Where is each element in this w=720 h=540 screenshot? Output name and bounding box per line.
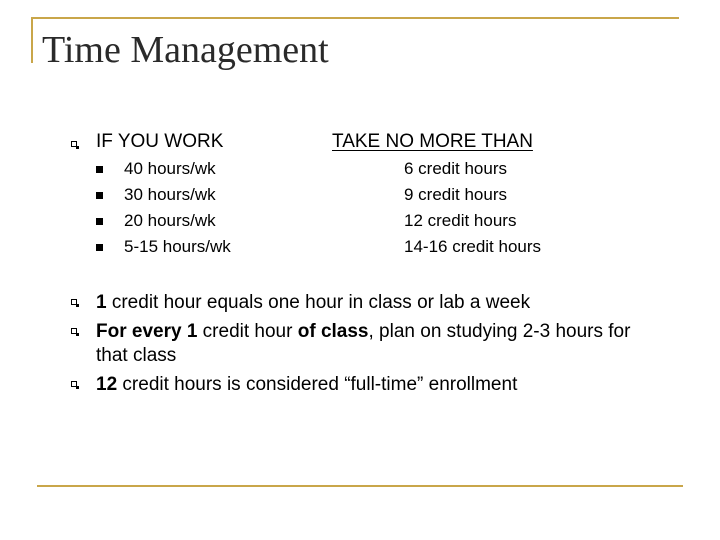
point-full-time xyxy=(96,373,656,397)
bottom-rule xyxy=(37,485,683,487)
credit-limit-4: 14-16 credit hours xyxy=(404,237,542,256)
point-study-time xyxy=(96,320,656,368)
credit-limit-2: 9 credit hours xyxy=(404,185,507,204)
heading-if-you-work: IF YOU WORK xyxy=(96,131,224,152)
hollow-square-bullet-icon xyxy=(71,299,77,305)
left-rule xyxy=(31,17,33,63)
point-2-text-b: , plan on studying 2-3 hours for that class xyxy=(96,321,631,366)
work-hours-4: 5-15 hours/wk xyxy=(124,237,231,256)
filled-square-bullet-icon xyxy=(96,166,103,173)
hollow-square-bullet-icon xyxy=(71,381,77,387)
credit-limit-3: 12 credit hours xyxy=(404,211,517,230)
slide-title: Time Management xyxy=(42,29,329,71)
filled-square-bullet-icon xyxy=(96,244,103,251)
filled-square-bullet-icon xyxy=(96,218,103,225)
work-hours-1: 40 hours/wk xyxy=(124,159,216,178)
top-rule xyxy=(31,17,679,19)
hollow-square-bullet-icon xyxy=(71,328,77,334)
point-2-text-a: credit hour xyxy=(197,321,298,342)
point-1-text: credit hour equals one hour in class or lab a week xyxy=(106,292,531,313)
hollow-square-bullet-icon xyxy=(71,141,77,147)
point-3-bold: 12 xyxy=(96,374,118,395)
filled-square-bullet-icon xyxy=(96,192,103,199)
point-2-bold-a: For every 1 xyxy=(96,321,198,342)
point-3-text: credit hours is considered “full-time” enrollment xyxy=(117,374,518,395)
point-2-bold-b: of class xyxy=(297,321,369,342)
work-hours-2: 30 hours/wk xyxy=(124,185,216,204)
credit-limit-1: 6 credit hours xyxy=(404,159,507,178)
point-credit-hour-definition xyxy=(96,291,656,315)
work-hours-3: 20 hours/wk xyxy=(124,211,216,230)
point-1-bold: 1 xyxy=(96,292,107,313)
heading-take-no-more-than: TAKE NO MORE THAN xyxy=(332,131,533,152)
